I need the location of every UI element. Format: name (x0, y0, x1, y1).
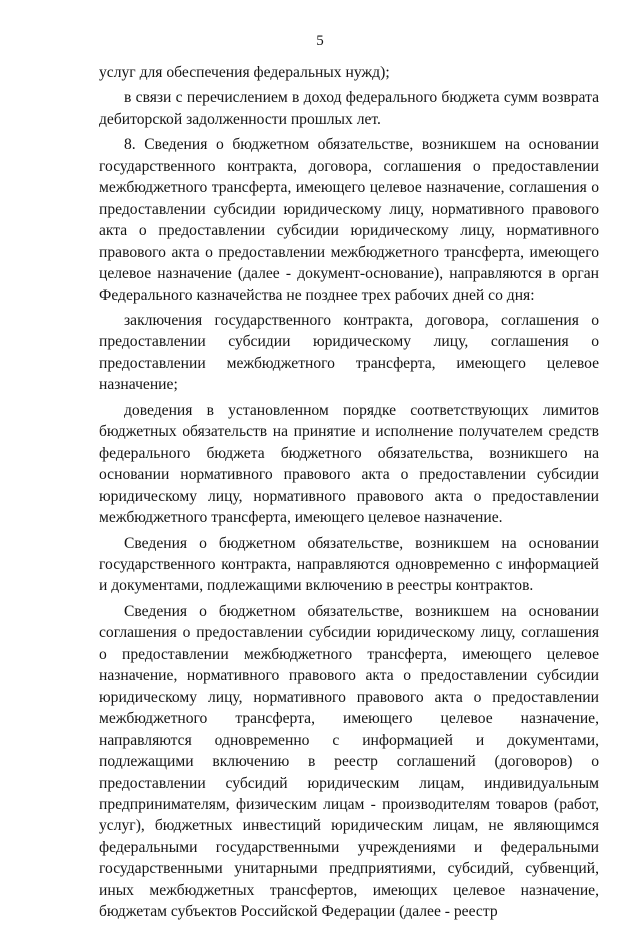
paragraph-contract-info: Сведения о бюджетном обязательстве, возникшем на основании государственного контракта, направляются одновременно с информацией и документами, подлежащими включению в реестры контрактов. (99, 534, 599, 595)
paragraph-agreement-info: Сведения о бюджетном обязательстве, возникшем на основании соглашения о предоставлении субсидии юридическому лицу, соглашения о предоставлении межбюджетного трансферта, имеющего целевое назначение, нормативного правового акта о предоставлении субсидии юридическому лицу, нормативного правового акта о предоставлении межбюджетного трансферта, имеющего целевое назначение, направляются одновременно с информацией и документами, подлежащими включению в реестр соглашений (договоров) о предоставлении субсидий юридическим лицам, индивидуальным предпринимателям, физическим лицам - производителям товаров (работ, услуг), бюджетных инвестиций юридическим лицам, не являющимся федеральными государственными учреждениями и федеральными государственными унитарными предприятиями, субсидий, субвенций, иных межбюджетных трансфертов, имеющих целевое назначение, бюджетам субъектов Российской Федерации (далее - реестр (99, 602, 599, 921)
paragraph-receivables-return: в связи с перечислением в доход федерального бюджета сумм возврата дебиторской задолженности прошлых лет. (99, 89, 599, 128)
document-body (99, 62, 599, 927)
paragraph-item-8: 8. Сведения о бюджетном обязательстве, возникшем на основании государственного контракта, договора, соглашения о предоставлении межбюджетного трансферта, имеющего целевое назначение, соглашения о предоставлении субсидии юридическому лицу, нормативного правового акта о предоставлении субсидии юридическому лицу, нормативного правового акта о предоставлении межбюджетного трансферта, имеющего целевое назначение (далее - документ-основание), направляются в орган Федерального казначейства не позднее трех рабочих дней со дня: (99, 136, 599, 304)
paragraph-contract-conclusion: заключения государственного контракта, договора, соглашения о предоставлении субсидии юридическому лицу, соглашения о предоставлении межбюджетного трансферта, имеющего целевое назначение; (99, 311, 599, 394)
paragraph-limits-communication: доведения в установленном порядке соответствующих лимитов бюджетных обязательств на принятие и исполнение получателем средств федерального бюджета бюджетного обязательства, возникшего на основании нормативного правового акта о предоставлении субсидии юридическому лицу, нормативного правового акта о предоставлении межбюджетного трансферта, имеющего целевое назначение. (99, 401, 599, 527)
page-number: 5 (316, 33, 324, 49)
paragraph-continuation: услуг для обеспечения федеральных нужд); (99, 64, 390, 81)
